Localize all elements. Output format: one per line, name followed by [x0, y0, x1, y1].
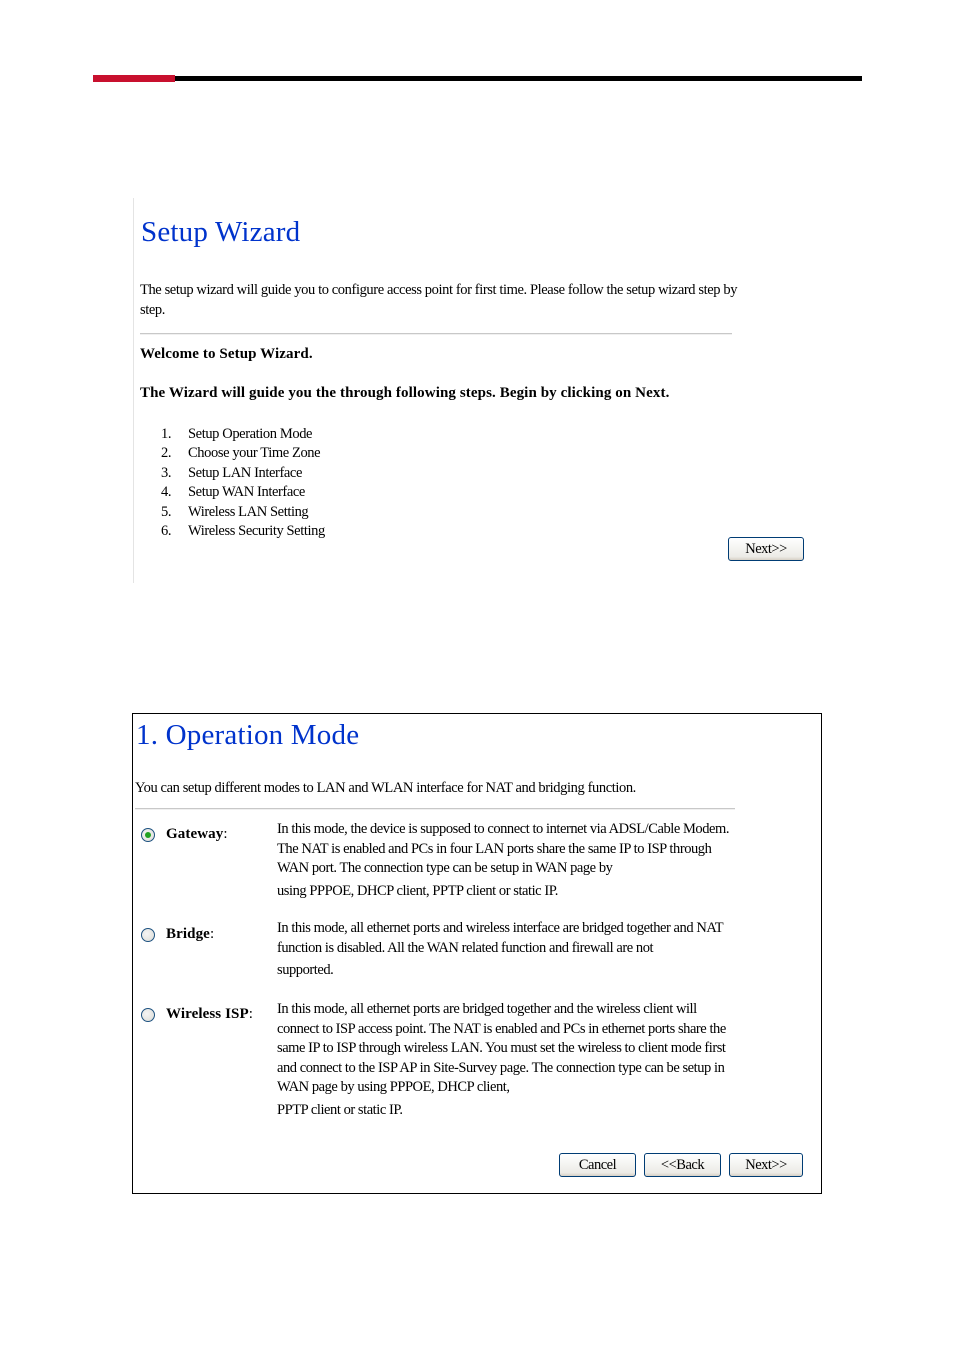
setup-wizard-title: Setup Wizard — [141, 216, 301, 248]
mode-label: Bridge: — [166, 926, 215, 942]
list-item: 6. Wireless Security Setting — [161, 522, 325, 539]
operation-mode-panel — [132, 713, 822, 1194]
cancel-button[interactable]: Cancel — [559, 1153, 636, 1177]
divider — [135, 808, 735, 810]
wireless-isp-radio[interactable] — [141, 1008, 155, 1022]
header-rule — [175, 76, 862, 81]
list-item: 4. Setup WAN Interface — [161, 484, 305, 501]
setup-wizard-panel — [133, 198, 824, 583]
list-item: 2. Choose your Time Zone — [161, 445, 321, 462]
header-accent-bar — [93, 75, 175, 82]
back-button[interactable]: <<Back — [644, 1153, 721, 1177]
mode-description: In this mode, the device is supposed to connect to internet via ADSL/Cable Modem. The NAT is enabled and PCs in four LAN ports share the same IP to ISP through WAN port. The connection type can be setup in WAN page by using PPPOE, DHCP client, PPTP client or static IP. — [277, 821, 730, 899]
list-item: 1. Setup Operation Mode — [161, 426, 313, 442]
steps-list — [161, 425, 325, 541]
mode-description: In this mode, all ethernet ports and wireless interface are bridged together and NAT function is disabled. All the WAN related function and firewall are not supported. — [277, 920, 723, 978]
bridge-radio[interactable] — [141, 928, 155, 942]
next-button[interactable]: Next>> — [728, 537, 804, 561]
gateway-radio[interactable] — [141, 828, 155, 842]
list-item: 5. Wireless LAN Setting — [161, 503, 309, 520]
mode-label: Gateway: — [166, 826, 228, 842]
setup-wizard-intro: The setup wizard will guide you to configure access point for first time. Please follow the setup wizard step by step. — [140, 282, 738, 318]
next-button[interactable]: Next>> — [729, 1153, 803, 1177]
mode-description: In this mode, all ethernet ports are bridged together and the wireless client will connect to ISP access point. The NAT is enabled and PCs in ethernet ports share the same IP to ISP through wireless LAN. You must set the wireless to client mode first and connect to the ISP AP in Site-Survey page. The connection type can be setup in WAN page by using PPPOE, DHCP client, PPTP client or static IP. — [277, 1001, 726, 1118]
guide-text: The Wizard will guide you the through following steps. Begin by clicking on Next. — [140, 385, 670, 401]
operation-mode-intro: You can setup different modes to LAN and WLAN interface for NAT and bridging function. — [135, 780, 636, 796]
operation-mode-title: 1. Operation Mode — [136, 719, 360, 751]
list-item: 3. Setup LAN Interface — [161, 464, 302, 481]
divider — [140, 333, 732, 335]
welcome-text: Welcome to Setup Wizard. — [140, 346, 313, 362]
mode-label: Wireless ISP: — [166, 1006, 254, 1022]
